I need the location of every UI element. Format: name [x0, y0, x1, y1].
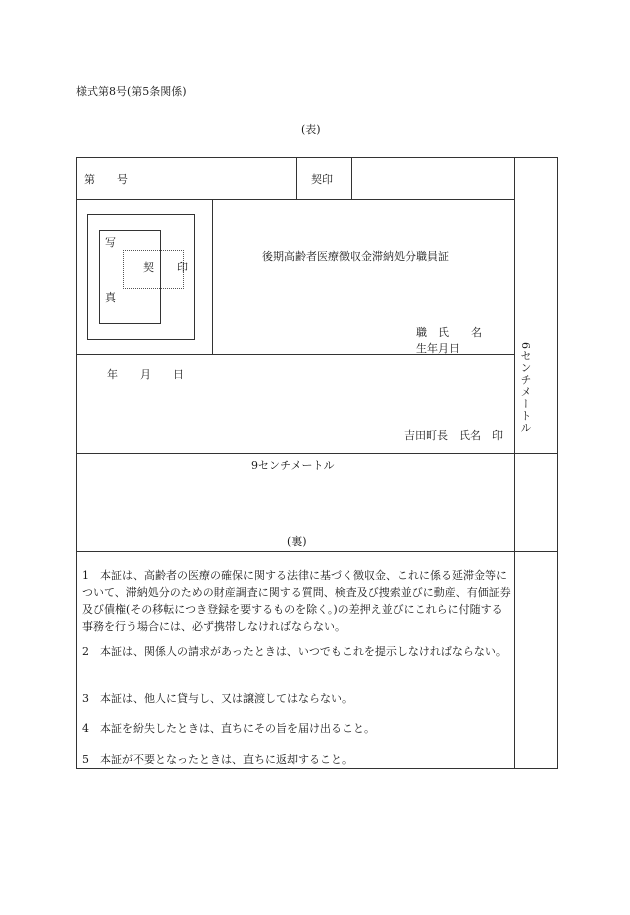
back-label: (裏): [287, 535, 307, 548]
back-item: 5 本証が不要となったときは、直ちに返却すること。: [82, 753, 353, 766]
photo-divider: [212, 199, 213, 354]
cell-divider: [296, 157, 297, 199]
issuer-label: 吉田町長 氏名 印: [404, 429, 503, 442]
photo-seal-char: 契: [143, 261, 154, 274]
seal-label: 契印: [311, 173, 333, 186]
card-title: 後期高齢者医療徴収金滞納処分職員証: [262, 250, 449, 263]
photo-char: 写: [105, 236, 116, 249]
issue-date-label: 年 月 日: [107, 368, 184, 381]
margin-column-divider: [514, 157, 515, 769]
width-note: 9センチメートル: [251, 459, 335, 472]
back-item: 3 本証は、他人に貸与し、又は譲渡してはならない。: [82, 692, 353, 705]
form-id: 様式第8号(第5条関係): [76, 85, 187, 98]
photo-seal-char: 印: [177, 261, 188, 274]
job-name-label: 職 氏 名: [416, 326, 482, 339]
back-item: 1 本証は、高齢者の医療の確保に関する法律に基づく徴収金、これに係る延滞金等について、滞納処分のための財産調査に関する質問、検査及び捜索並びに動産、有価証券及び債権(その移転につき登録を要するものを除く。)の差押え並びにこれらに付随する事務を行う場合には、必ず携帯しなければならない。: [82, 569, 511, 633]
back-item: 2 本証は、関係人の請求があったときは、いつでもこれを提示しなければならない。: [82, 645, 507, 658]
cell-divider: [351, 157, 352, 199]
photo-char: 真: [105, 291, 116, 304]
row-divider: [76, 199, 514, 200]
back-top-divider: [76, 551, 558, 552]
front-label: (表): [301, 123, 321, 136]
back-item: 4 本証を紛失したときは、直ちにその旨を届け出ること。: [82, 722, 375, 735]
birthdate-label: 生年月日: [416, 342, 460, 355]
number-label: 第 号: [84, 173, 128, 186]
card-bottom-divider: [76, 453, 558, 454]
height-note: 6センチメートル: [519, 342, 532, 434]
